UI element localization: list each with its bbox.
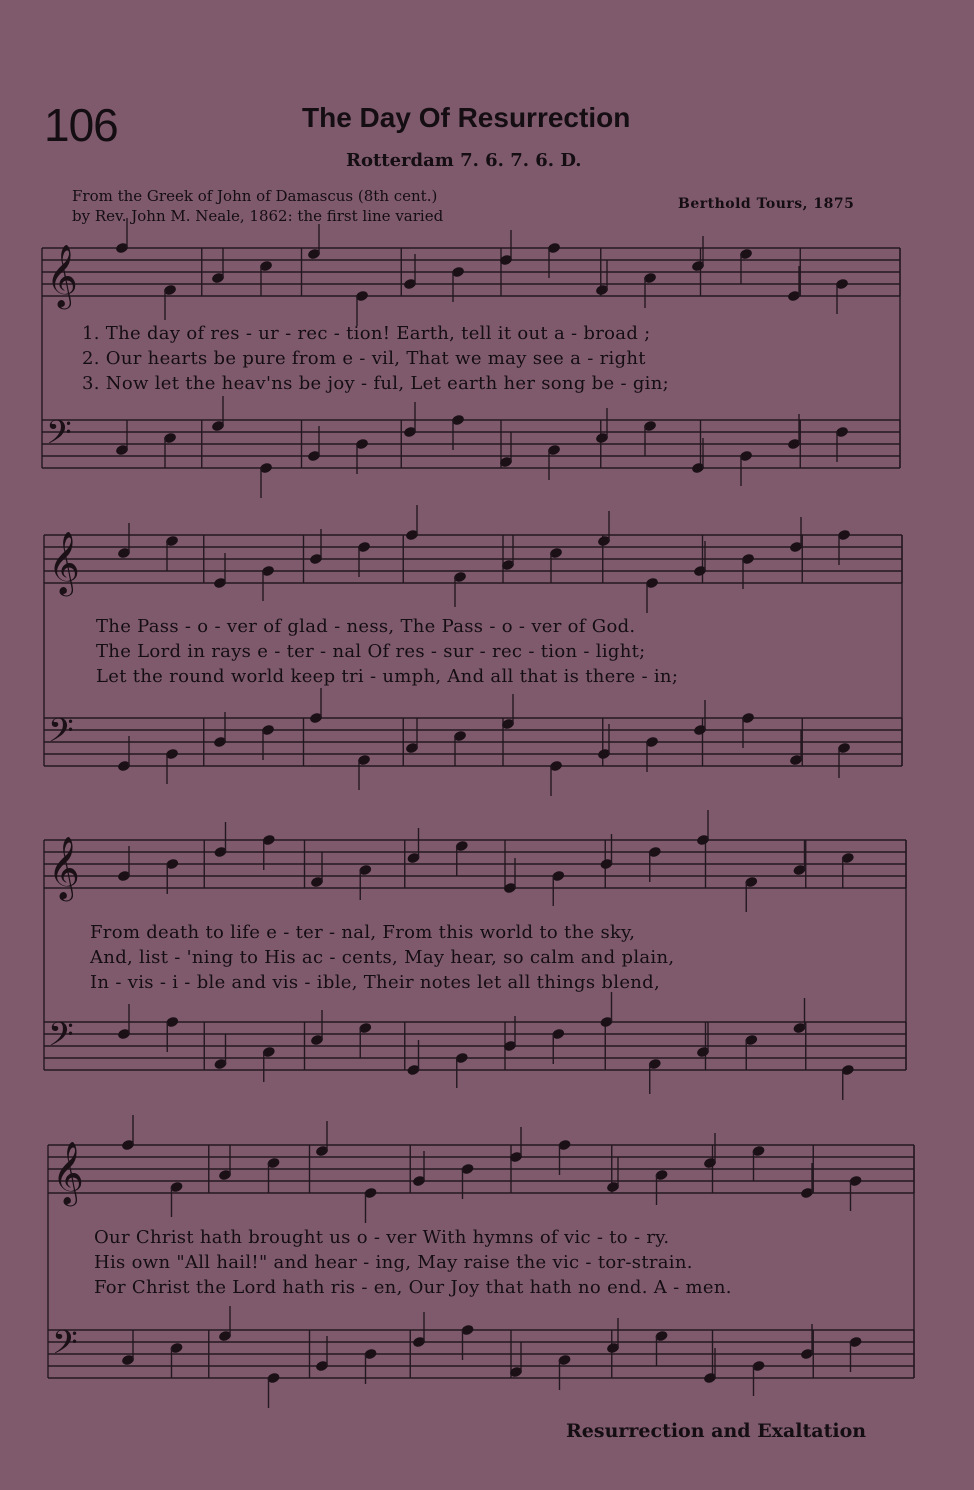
treble-clef-icon: 𝄞 <box>46 244 78 307</box>
tune-meter: Rotterdam 7. 6. 7. 6. D. <box>346 150 582 171</box>
text-credit-line-2: by Rev. John M. Neale, 1862: the first line varied <box>72 207 444 225</box>
treble-clef-icon: 𝄞 <box>48 531 80 594</box>
lyric-line: 1. The day of res - ur - rec - tion! Earth, tell it out a - broad ; <box>82 323 651 344</box>
bass-clef-icon: 𝄢 <box>48 1016 74 1062</box>
lyric-line: The Pass - o - ver of glad - ness, The Pass - o - ver of God. <box>96 616 636 637</box>
treble-clef-icon: 𝄞 <box>48 836 80 899</box>
lyric-line: Our Christ hath brought us o - ver With hymns of vic - to - ry. <box>94 1227 670 1248</box>
bass-clef-icon: 𝄢 <box>52 1324 78 1370</box>
lyric-line: 2. Our hearts be pure from e - vil, That we may see a - right <box>82 348 646 369</box>
treble-clef-icon: 𝄞 <box>52 1141 84 1204</box>
bass-clef-icon: 𝄢 <box>48 712 74 758</box>
hymn-number: 106 <box>44 99 118 151</box>
lyric-line: In - vis - i - ble and vis - ible, Their notes let all things blend, <box>90 972 661 993</box>
lyric-line: 3. Now let the heav'ns be joy - ful, Let earth her song be - gin; <box>82 373 670 394</box>
bass-clef-icon: 𝄢 <box>46 414 72 460</box>
hymn-title: The Day Of Resurrection <box>302 102 631 133</box>
lyric-line: And, list - 'ning to His ac - cents, May hear, so calm and plain, <box>90 947 675 968</box>
lyric-line: His own "All hail!" and hear - ing, May raise the vic - tor-strain. <box>94 1252 693 1273</box>
text-credit-line-1: From the Greek of John of Damascus (8th cent.) <box>72 187 438 205</box>
lyric-line: The Lord in rays e - ter - nal Of res - sur - rec - tion - light; <box>96 641 646 662</box>
lyric-line: From death to life e - ter - nal, From this world to the sky, <box>90 922 636 943</box>
section-footer: Resurrection and Exaltation <box>566 1420 867 1442</box>
lyric-line: Let the round world keep tri - umph, And all that is there - in; <box>96 666 679 687</box>
music-credit: Berthold Tours, 1875 <box>678 196 855 212</box>
lyric-line: For Christ the Lord hath ris - en, Our Joy that hath no end. A - men. <box>94 1277 732 1298</box>
